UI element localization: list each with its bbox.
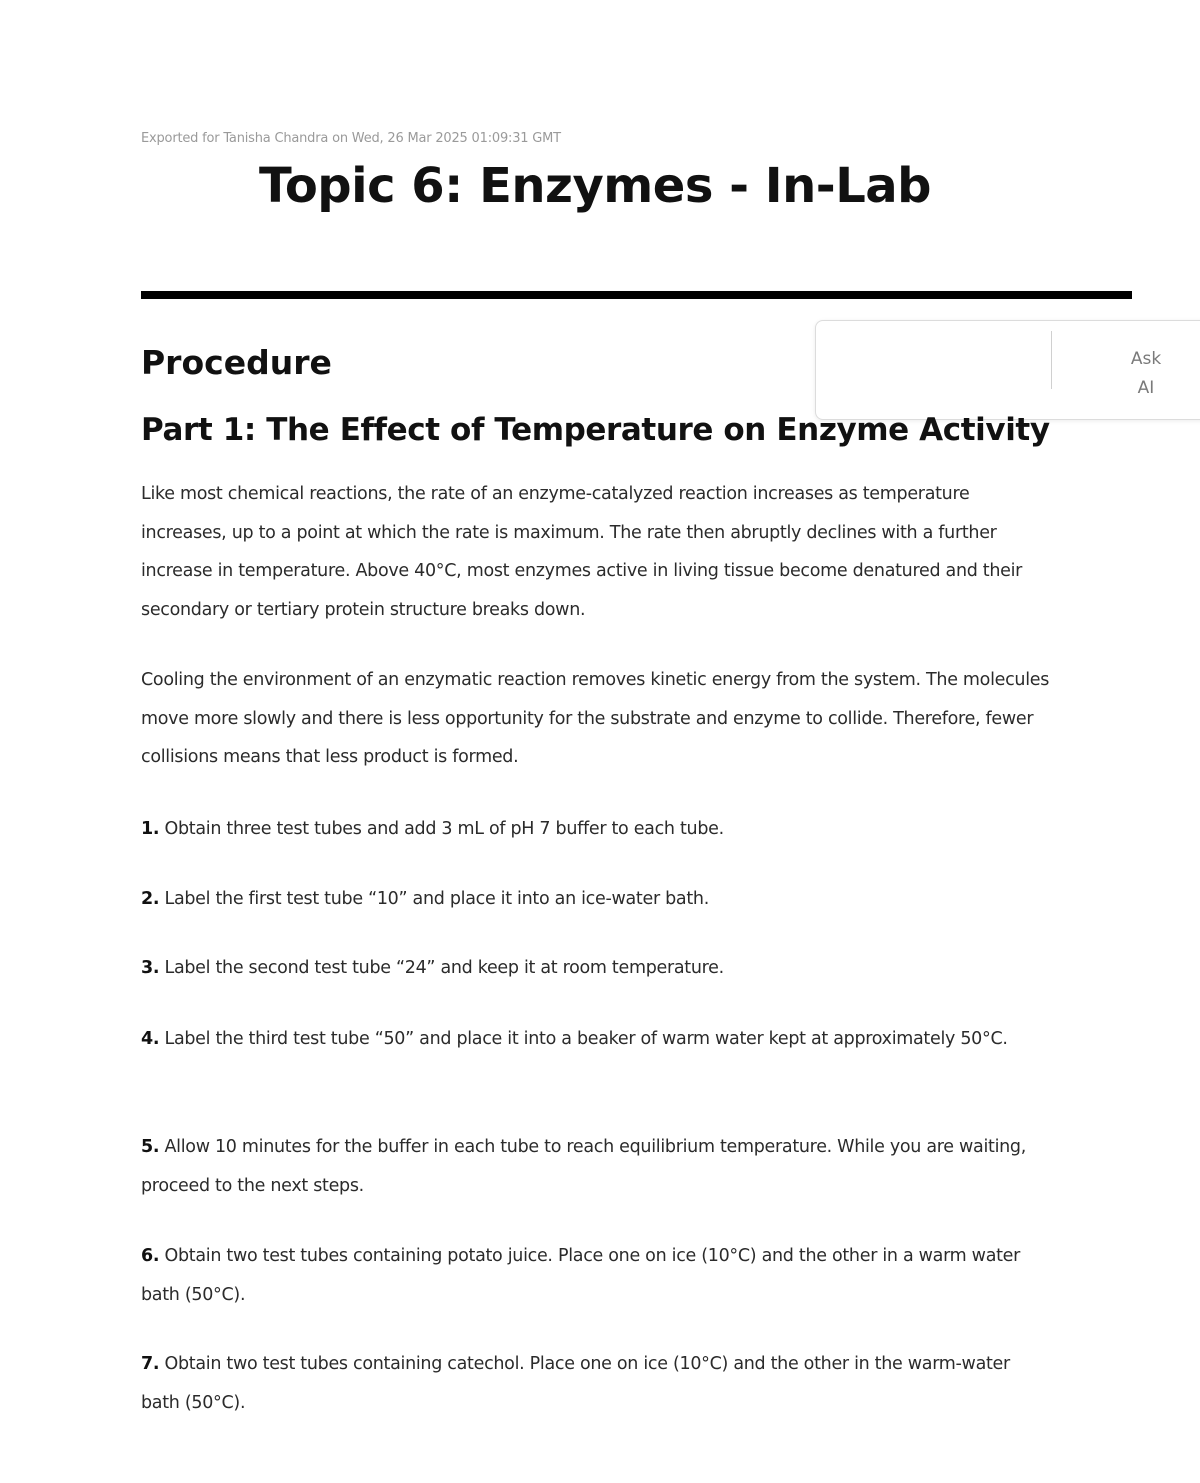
step-text: Label the first test tube “10” and place it into an ice-water bath. [164,889,709,909]
procedure-step [141,880,1051,919]
procedure-step [141,810,1051,849]
step-number: 1. [141,819,160,839]
procedure-step [141,949,1051,988]
ask-ai-button[interactable] [1116,345,1176,403]
page-title: Topic 6: Enzymes - In-Lab [258,158,932,214]
step-number: 2. [141,889,160,909]
ask-ai-divider [1051,331,1052,389]
ask-ai-label-line2: AI [1137,378,1155,398]
step-text: Label the second test tube “24” and keep it at room temperature. [164,958,724,978]
step-text: Obtain two test tubes containing potato juice. Place one on ice (10°C) and the other in a warm water bath (50°C). [141,1246,1021,1305]
ask-ai-label-line1: Ask [1130,349,1162,369]
step-number: 4. [141,1029,160,1049]
step-text: Obtain two test tubes containing catechol. Place one on ice (10°C) and the other in the warm-water bath (50°C). [141,1354,1010,1413]
section-heading: Procedure [141,343,332,382]
step-number: 3. [141,958,160,978]
procedure-step [141,1237,1051,1314]
intro-paragraph: Cooling the environment of an enzymatic reaction removes kinetic energy from the system. The molecules move more slowly and there is less opportunity for the substrate and enzyme to collide. Therefore, fewer collisions means that less product is formed. [141,670,1050,767]
ask-ai-panel [815,320,1200,420]
step-text: Label the third test tube “50” and place it into a beaker of warm water kept at approximately 50°C. [164,1029,1008,1049]
step-number: 5. [141,1137,160,1157]
step-text: Obtain three test tubes and add 3 mL of pH 7 buffer to each tube. [164,819,724,839]
part-heading: Part 1: The Effect of Temperature on Enzyme Activity [141,412,1050,448]
step-text: Allow 10 minutes for the buffer in each tube to reach equilibrium temperature. While you are waiting, proceed to the next steps. [141,1137,1027,1196]
title-divider [141,291,1132,299]
procedure-step [141,1128,1051,1205]
export-note: Exported for Tanisha Chandra on Wed, 26 Mar 2025 01:09:31 GMT [141,131,561,146]
step-number: 7. [141,1354,160,1374]
procedure-step [141,1345,1051,1422]
procedure-step [141,1020,1051,1059]
step-number: 6. [141,1246,160,1266]
intro-paragraph: Like most chemical reactions, the rate of an enzyme-catalyzed reaction increases as temperature increases, up to a point at which the rate is maximum. The rate then abruptly declines with a further increase in temperature. Above 40°C, most enzymes active in living tissue become denatured and their secondary or tertiary protein structure breaks down. [141,484,1023,620]
